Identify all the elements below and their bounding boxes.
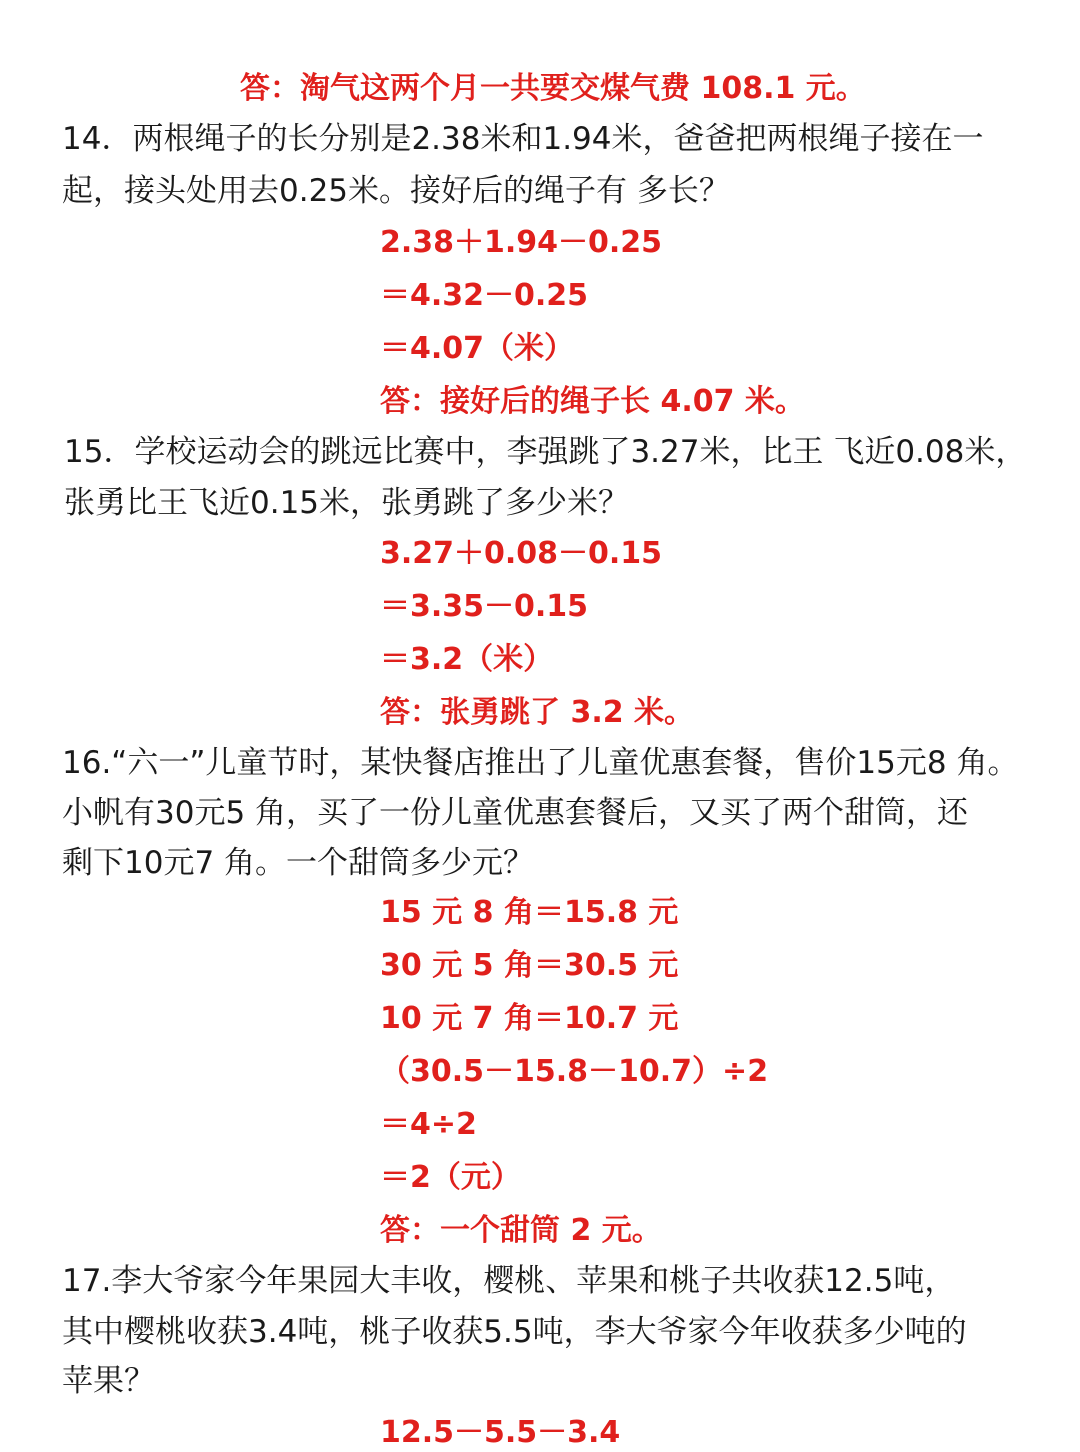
problem-15-answer: 答：张勇跳了 3.2 米。 (380, 695, 695, 730)
problem-16-step-1: 15 元 8 角＝15.8 元 (380, 895, 679, 930)
problem-16-line-2: 小帆有30元5 角，买了一份儿童优惠套餐后，又买了两个甜筒，还 (62, 795, 969, 831)
answer-13: 答：淘气这两个月一共要交煤气费 108.1 元。 (240, 71, 866, 106)
problem-14-line-1: 14．两根绳子的长分别是2.38米和1.94米，爸爸把两根绳子接在一 (62, 121, 984, 157)
problem-15-line-2: 张勇比王飞近0.15米，张勇跳了多少米？ (64, 485, 630, 521)
problem-15-step-2: ＝3.35－0.15 (380, 589, 589, 624)
problem-17-line-3: 苹果？ (62, 1363, 155, 1399)
problem-14-line-2: 起，接头处用去0.25米。接好后的绳子有 多长？ (62, 173, 730, 209)
problem-14-step-3: ＝4.07（米） (380, 331, 575, 366)
problem-15-step-1: 3.27＋0.08－0.15 (380, 536, 663, 571)
problem-14-step-1: 2.38＋1.94－0.25 (380, 225, 663, 260)
problem-16-step-6: ＝2（元） (380, 1160, 521, 1195)
problem-17-line-1: 17.李大爷家今年果园大丰收，樱桃、苹果和桃子共收获12.5吨， (62, 1263, 956, 1299)
problem-16-line-1: 16.“六一”儿童节时，某快餐店推出了儿童优惠套餐，售价15元8 角。 (62, 745, 1019, 781)
problem-17-step-1: 12.5－5.5－3.4 (380, 1415, 621, 1450)
problem-15-step-3: ＝3.2（米） (380, 642, 554, 677)
problem-15-line-1: 15．学校运动会的跳远比赛中，李强跳了3.27米，比王 飞近0.08米， (64, 434, 1027, 470)
problem-14-step-2: ＝4.32－0.25 (380, 278, 589, 313)
problem-16-step-4: （30.5－15.8－10.7）÷2 (380, 1054, 769, 1089)
problem-16-answer: 答：一个甜筒 2 元。 (380, 1213, 662, 1248)
problem-16-line-3: 剩下10元7 角。一个甜筒多少元？ (62, 845, 535, 881)
problem-17-line-2: 其中樱桃收获3.4吨，桃子收获5.5吨，李大爷家今年收获多少吨的 (62, 1314, 967, 1350)
problem-16-step-5: ＝4÷2 (380, 1107, 477, 1142)
problem-16-step-3: 10 元 7 角＝10.7 元 (380, 1001, 679, 1036)
problem-16-step-2: 30 元 5 角＝30.5 元 (380, 948, 679, 983)
problem-14-answer: 答：接好后的绳子长 4.07 米。 (380, 384, 805, 419)
